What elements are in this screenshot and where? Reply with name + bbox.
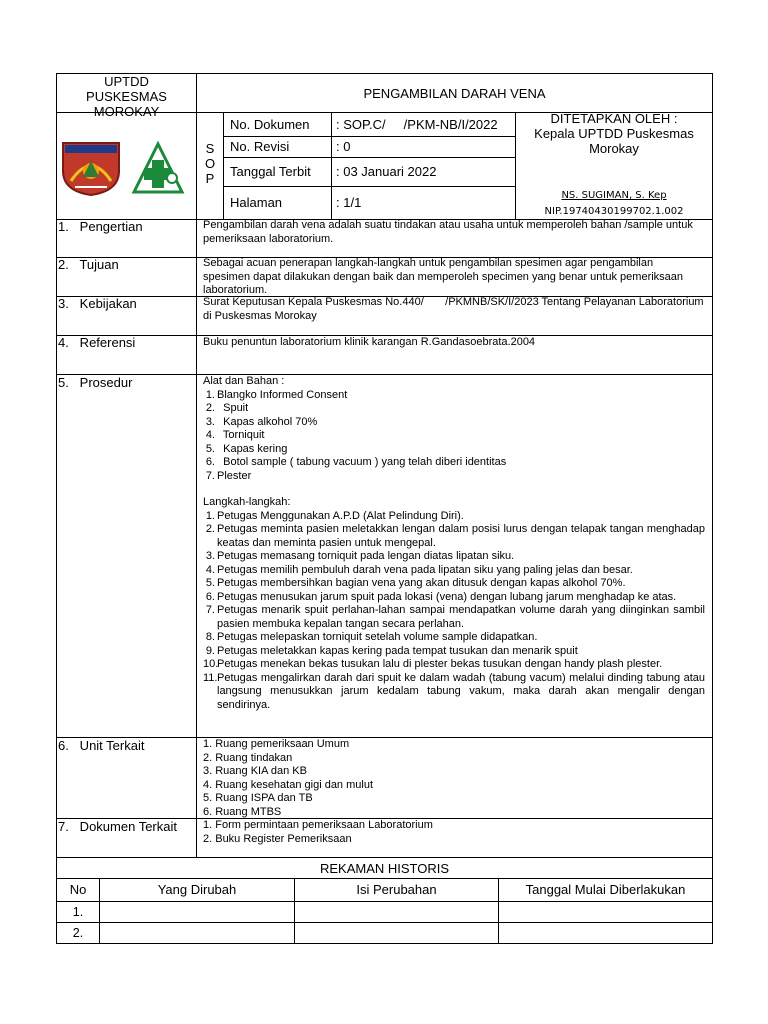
list-item: 11. Petugas mengalirkan darah dari spuit ke dalam wadah (tabung vacum) melalui dinding tabung atau langsung menusukkan jarum kedalam tabung vakum, maka darah akan mengalir dengan sendirinya. bbox=[203, 671, 705, 711]
list-item: 6. Botol sample ( tabung vacuum ) yang telah diberi identitas bbox=[205, 456, 507, 468]
frame-right-line bbox=[712, 73, 713, 944]
list-item: 3. Petugas memasang torniquit pada lengan diatas lipatan siku. bbox=[205, 550, 515, 562]
list-item: 9. Petugas meletakkan kapas kering pada tempat tusukan dan menarik spuit bbox=[205, 644, 578, 657]
history-title: REKAMAN HISTORIS bbox=[319, 861, 450, 876]
list-item: 7. Plester bbox=[205, 469, 252, 482]
section-label-definition: 1. Pengertian bbox=[58, 219, 143, 234]
meta-value-page: : 1/1 bbox=[336, 195, 362, 210]
meta-label-page: Halaman bbox=[230, 195, 283, 210]
meta-value-issue-date: : 03 Januari 2022 bbox=[336, 164, 437, 179]
list-item: 6. Ruang MTBS bbox=[203, 805, 282, 818]
meta-value-revision: : 0 bbox=[336, 139, 351, 154]
meta-label-issue-date: Tanggal Terbit bbox=[230, 164, 311, 179]
history-col-effective-date: Tanggal Mulai Diberlakukan bbox=[525, 882, 686, 897]
list-item: 2. Spuit bbox=[205, 402, 249, 414]
section-text-policy: Surat Keputusan Kepala Puskesmas No.440/ /PKMNB/SK/I/2023 Tentang Pelayanan Laboratorium di Puskesmas Morokay bbox=[203, 296, 707, 322]
list-item: 1. Ruang pemeriksaan Umum bbox=[203, 738, 350, 750]
list-item: 2. Petugas meminta pasien meletakkan lengan dalam posisi lurus dengan telapak tangan menghadap keatas dan meminta pasien untuk mengepal. bbox=[205, 523, 705, 549]
document-title: PENGAMBILAN DARAH VENA bbox=[363, 86, 546, 101]
signer-nip: NIP.19740430199702.1.002 bbox=[544, 206, 684, 217]
list-item: 3. Ruang KIA dan KB bbox=[203, 765, 307, 777]
section-label-purpose: 2. Tujuan bbox=[58, 257, 119, 272]
frame-bottom-line bbox=[56, 943, 713, 944]
list-item: 7. Petugas menarik spuit perlahan-lahan sampai mendapatkan volume darah yang diinginkan sambil pasien membuka kepalan tangan secara perlahan. bbox=[205, 604, 705, 630]
section-text-definition: Pengambilan darah vena adalah suatu tindakan atau usaha untuk memperoleh bahan /sample untuk pemeriksaan laboratorium. bbox=[203, 219, 693, 245]
list-item: 1. Form permintaan pemeriksaan Laboratorium bbox=[203, 819, 433, 831]
regional-emblem-icon bbox=[61, 141, 121, 197]
section-label-related-documents: 7. Dokumen Terkait bbox=[58, 819, 177, 834]
list-item: 10. Petugas menekan bekas tusukan lalu di plester bekas tusukan dengan handy plash plester. bbox=[203, 658, 663, 670]
list-item: 5. Ruang ISPA dan TB bbox=[203, 792, 313, 804]
list-item: 2. Ruang tindakan bbox=[203, 751, 293, 764]
procedure-content bbox=[203, 375, 705, 712]
list-item: 5. Kapas kering bbox=[205, 442, 288, 455]
puskesmas-logo-icon bbox=[128, 140, 188, 196]
frame-left-line bbox=[56, 73, 57, 944]
tools-list bbox=[203, 389, 705, 484]
list-item: 1. Petugas Menggunakan A.P.D (Alat Pelindung Diri). bbox=[205, 509, 464, 522]
related-documents-list bbox=[203, 819, 703, 846]
list-item: 2. Buku Register Pemeriksaan bbox=[203, 832, 352, 845]
org-name: UPTDD PUSKESMAS MOROKAY bbox=[86, 74, 167, 119]
list-item: 5. Petugas membersihkan bagian vena yang akan ditusuk dengan kapas alkohol 70%. bbox=[205, 577, 626, 589]
section-text-purpose: Sebagai acuan penerapan langkah-langkah untuk pengambilan spesimen agar pengambilan spesimen dapat dilakukan dengan baik dan memperoleh specimen yang benar untuk pemeriksaan laboratorium. bbox=[203, 257, 684, 296]
meta-value-document-no: : SOP.C/ /PKM-NB/I/2022 bbox=[336, 117, 498, 132]
history-col-changed: Yang Dirubah bbox=[157, 882, 237, 897]
section-label-reference: 4. Referensi bbox=[58, 335, 136, 350]
section-label-related-units: 6. Unit Terkait bbox=[58, 738, 145, 753]
meta-label-revision: No. Revisi bbox=[230, 139, 290, 154]
history-col-content: Isi Perubahan bbox=[356, 882, 437, 897]
related-units-list bbox=[203, 738, 703, 819]
list-item: 8. Petugas melepaskan torniquit setelah volume sample didapatkan. bbox=[205, 631, 538, 643]
history-col-no: No bbox=[69, 882, 87, 897]
approval-block: DITETAPKAN OLEH : Kepala UPTDD Puskesmas Morokay bbox=[534, 111, 694, 156]
list-item: 4. Petugas memilih pembuluh darah vena pada lipatan siku yang paling jelas dan besar. bbox=[205, 563, 633, 576]
list-item: 3. Kapas alkohol 70% bbox=[205, 415, 318, 428]
steps-heading: Langkah-langkah: bbox=[203, 496, 291, 508]
section-label-procedure: 5. Prosedur bbox=[58, 375, 133, 390]
sop-label: S O P bbox=[204, 141, 216, 186]
history-cell-no: 1. bbox=[72, 905, 84, 919]
section-label-policy: 3. Kebijakan bbox=[58, 296, 137, 311]
signer-name: NS. SUGIMAN, S. Kep bbox=[561, 190, 667, 201]
list-item: 4. Ruang kesehatan gigi dan mulut bbox=[203, 778, 374, 791]
history-cell-no: 2. bbox=[72, 926, 84, 940]
list-item: 4. Torniquit bbox=[205, 429, 265, 441]
tools-heading: Alat dan Bahan : bbox=[203, 375, 285, 387]
section-text-reference: Buku penuntun laboratorium klinik karangan R.Gandasoebrata.2004 bbox=[203, 336, 536, 348]
list-item: 1. Blangko Informed Consent bbox=[205, 388, 348, 401]
steps-list bbox=[203, 510, 705, 713]
meta-label-document-no: No. Dokumen bbox=[230, 117, 310, 132]
list-item: 6. Petugas menusukan jarum spuit pada lokasi (vena) dengan lubang jarum menghadap ke atas. bbox=[205, 590, 677, 603]
